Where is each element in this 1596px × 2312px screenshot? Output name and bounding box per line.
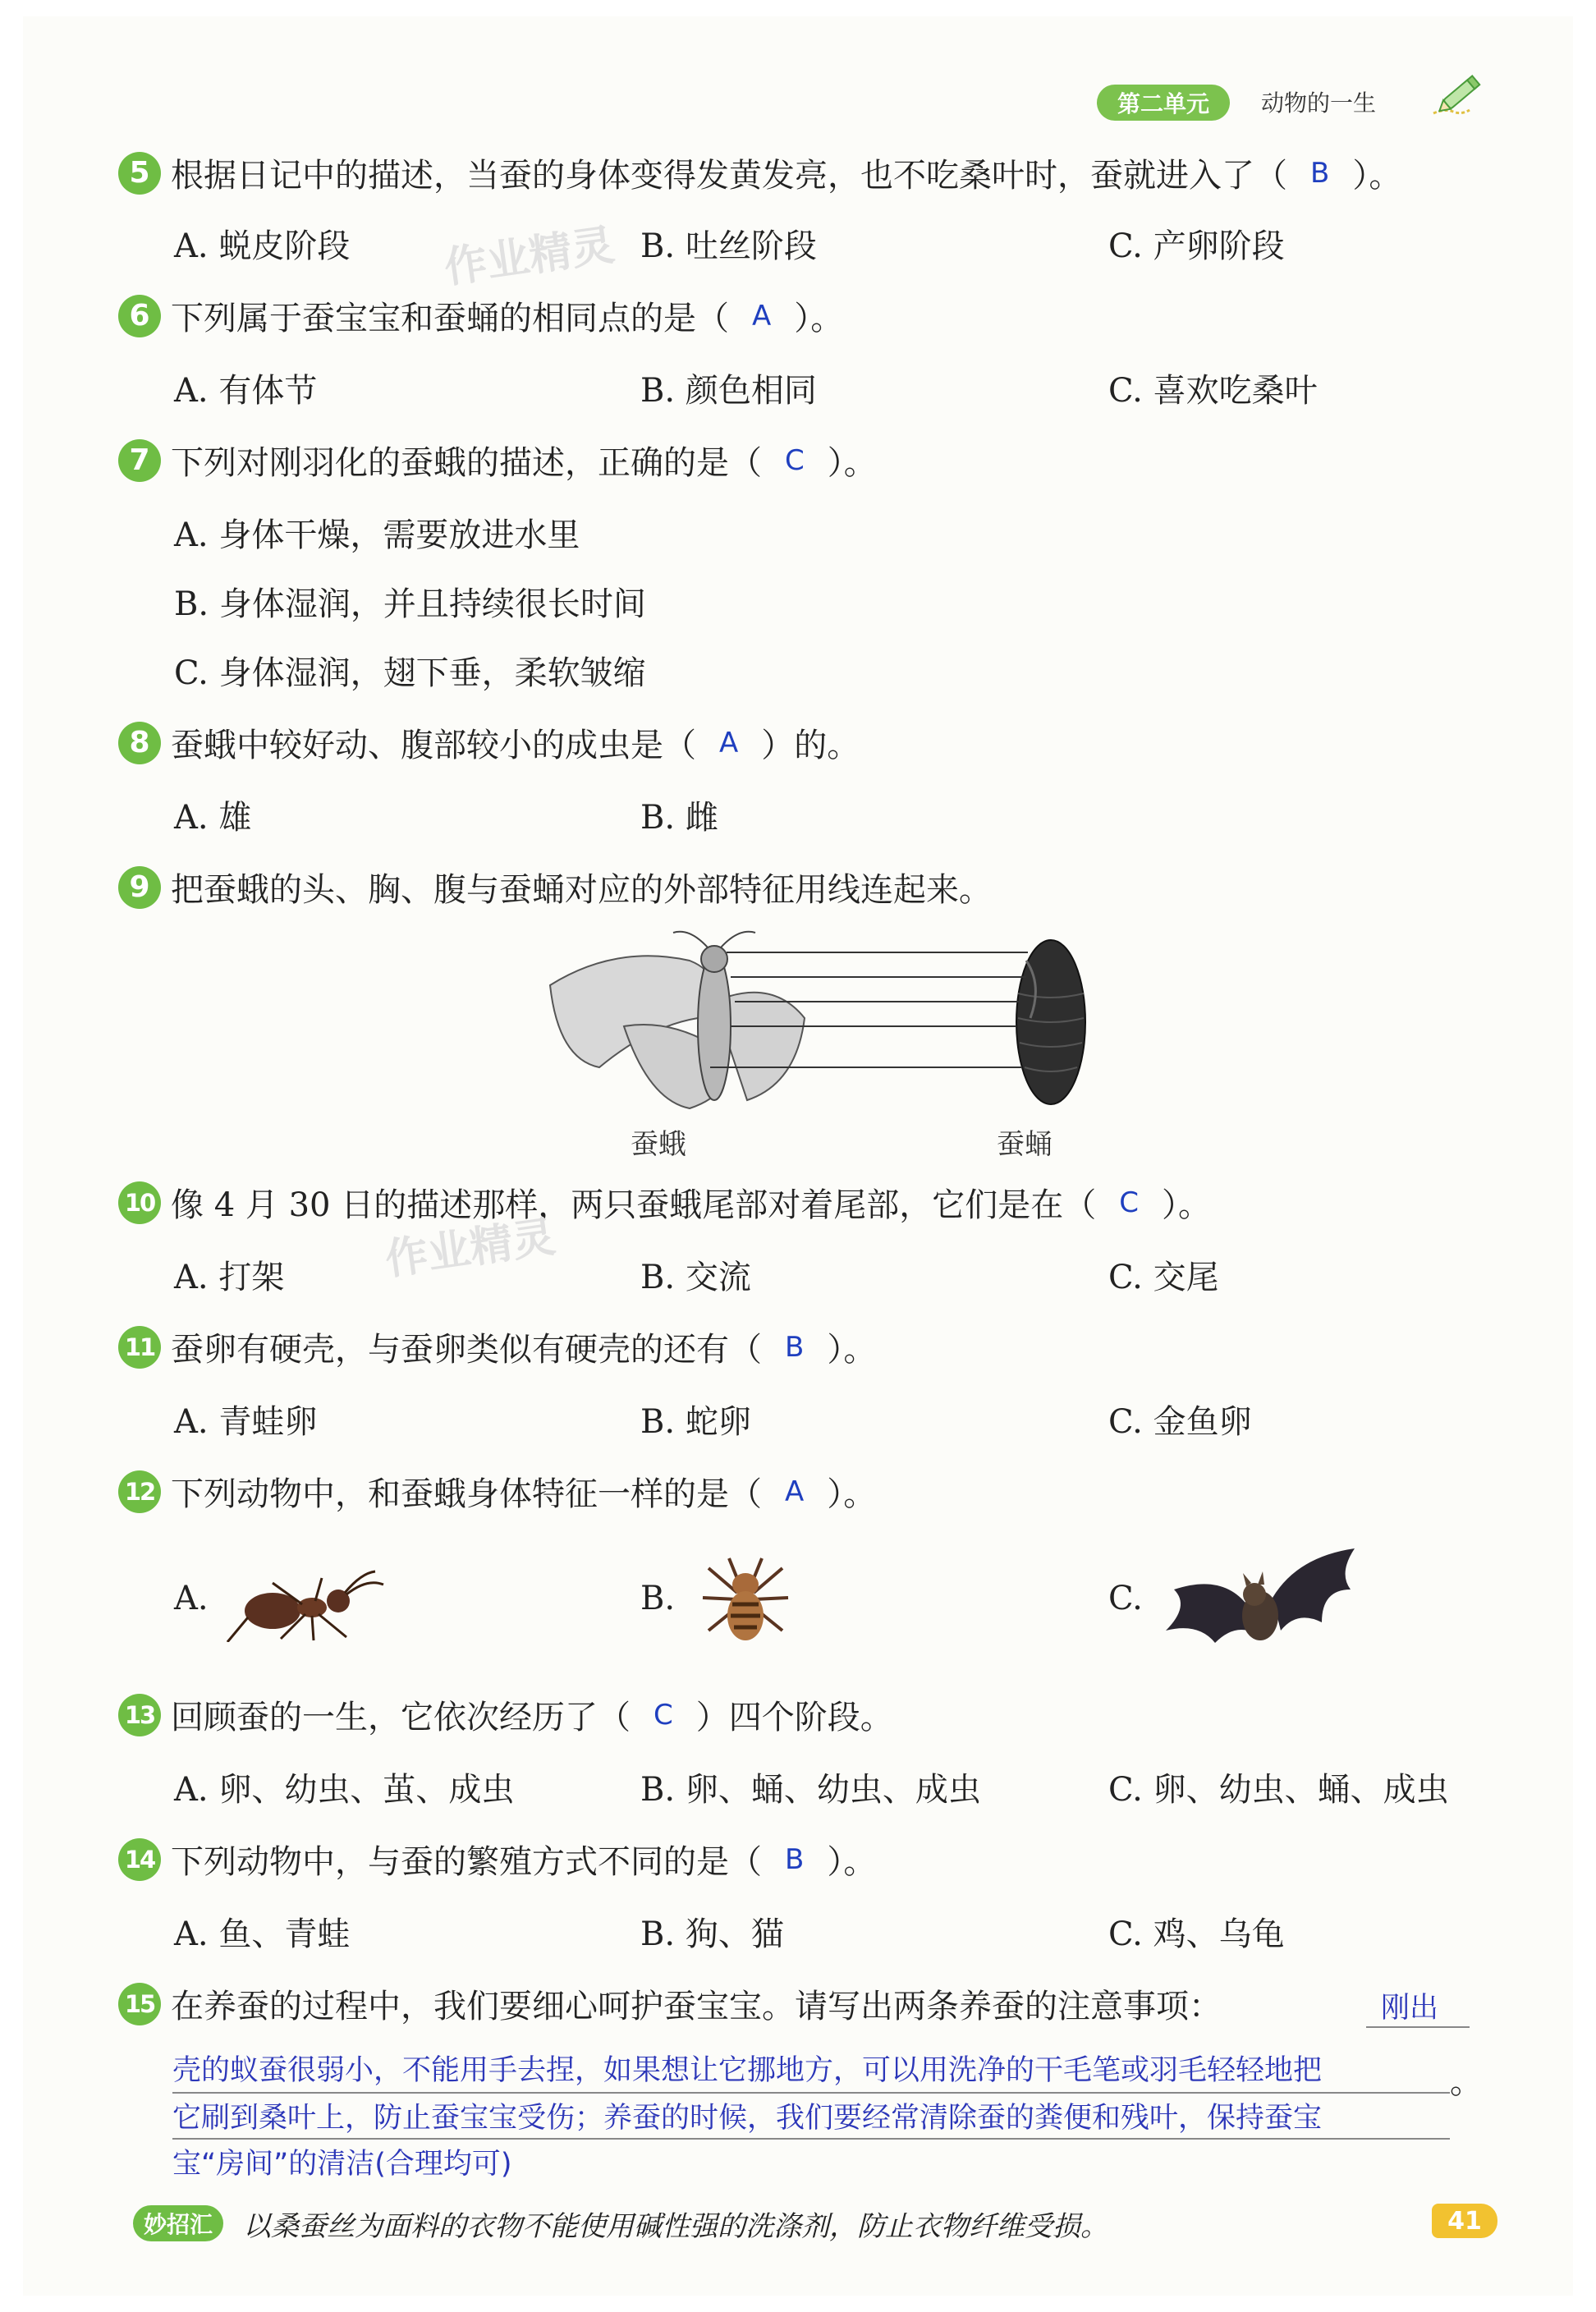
- option-b: B. 卵、蛹、幼虫、成虫: [640, 1771, 981, 1809]
- option-b: B. 雌: [640, 799, 718, 837]
- option-a: A. 雄: [174, 799, 252, 837]
- answer-mark: A: [719, 726, 739, 759]
- answer-underline: [1366, 2026, 1470, 2028]
- option-c: C.: [1108, 1580, 1143, 1617]
- question-13: [118, 1691, 893, 1738]
- question-stem: 蚕蛾中较好动、腹部较小的成虫是（: [171, 727, 696, 764]
- option-a: A. 有体节: [174, 372, 318, 410]
- answer-mark: C: [1119, 1186, 1139, 1219]
- moth-pupa-figure: [525, 928, 1100, 1125]
- watermark: 作业精灵: [441, 220, 617, 294]
- question-stem: 下列动物中，和蚕蛾身体特征一样的是（: [171, 1475, 762, 1513]
- question-number: 10: [118, 1181, 161, 1224]
- option-a: A.: [174, 1580, 209, 1617]
- question-9: [118, 864, 992, 911]
- answer-mark: A: [752, 299, 772, 333]
- question-stem-end: ）。: [794, 300, 844, 337]
- question-12: [118, 1468, 876, 1515]
- question-stem-end: ）。: [827, 444, 877, 482]
- question-number: 6: [118, 295, 161, 337]
- question-number: 14: [118, 1838, 161, 1881]
- answer-mark: B: [785, 1842, 805, 1876]
- question-number: 5: [118, 152, 161, 195]
- option-a: A. 打架: [174, 1259, 285, 1296]
- question-stem: 根据日记中的描述，当蚕的身体变得发黄发亮，也不吃桑叶时，蚕就进入了（: [171, 157, 1287, 195]
- question-number: 13: [118, 1694, 161, 1736]
- option-a: A. 蜕皮阶段: [174, 227, 351, 265]
- pupa-illustration: [1016, 940, 1085, 1104]
- option-c: C. 鸡、乌龟: [1108, 1915, 1285, 1953]
- option-c: C. 产卵阶段: [1108, 227, 1285, 265]
- option-a: A. 身体干燥，需要放进水里: [174, 516, 580, 554]
- ant-icon: [223, 1560, 388, 1642]
- option-c: C. 交尾: [1108, 1259, 1219, 1296]
- option-a: A. 卵、幼虫、茧、成虫: [174, 1771, 515, 1809]
- bat-icon: [1158, 1540, 1363, 1663]
- option-b: B.: [640, 1580, 676, 1617]
- answer-mark: C: [785, 443, 805, 477]
- question-stem-end: ）。: [827, 1331, 877, 1369]
- unit-tab: 第二单元: [1097, 85, 1230, 121]
- question-number: 12: [118, 1470, 161, 1513]
- question-15: [118, 1980, 1222, 2027]
- answer-mark: C: [654, 1698, 673, 1732]
- answer-underline: [172, 2138, 1450, 2140]
- question-8: [118, 719, 860, 766]
- question-11: [118, 1323, 876, 1370]
- option-c: C. 身体湿润，翅下垂，柔软皱缩: [174, 654, 646, 692]
- question-number: 9: [118, 866, 161, 909]
- answer-mark: B: [1310, 156, 1330, 190]
- question-7: [118, 437, 877, 484]
- answer-line-2: 壳的蚁蚕很弱小，不能用手去捏，如果想让它挪地方，可以用洗净的干毛笔或羽毛轻轻地把: [172, 2054, 1323, 2087]
- caption-moth: 蚕蛾: [631, 1128, 686, 1161]
- question-stem-end: ）。: [827, 1843, 877, 1881]
- watermark: 作业精灵: [382, 1212, 558, 1286]
- answer-mark: B: [785, 1330, 805, 1364]
- option-c: C. 卵、幼虫、蛹、成虫: [1108, 1771, 1449, 1809]
- option-b: B. 蛇卵: [640, 1403, 751, 1441]
- option-b: B. 吐丝阶段: [640, 227, 817, 265]
- silkmoth-illustration: [550, 932, 805, 1108]
- question-6: [118, 292, 843, 339]
- pencil-icon: [1429, 69, 1488, 118]
- caption-pupa: 蚕蛹: [997, 1128, 1053, 1161]
- question-stem: 下列对刚羽化的蚕蛾的描述，正确的是（: [171, 444, 762, 482]
- question-stem-end: ）四个阶段。: [695, 1699, 893, 1736]
- option-b: B. 颜色相同: [640, 372, 817, 410]
- question-14: [118, 1836, 876, 1883]
- question-stem-end: ）。: [1161, 1186, 1211, 1224]
- unit-title: 动物的一生: [1261, 89, 1377, 117]
- question-stem: 把蚕蛾的头、胸、腹与蚕蛹对应的外部特征用线连起来。: [171, 871, 992, 909]
- question-stem: 下列动物中，与蚕的繁殖方式不同的是（: [171, 1843, 762, 1881]
- tip-text: 以桑蚕丝为面料的衣物不能使用碱性强的洗涤剂，防止衣物纤维受损。: [243, 2210, 1108, 2243]
- option-c: C. 金鱼卵: [1108, 1403, 1252, 1441]
- question-stem-end: ）的。: [761, 727, 860, 764]
- option-b: B. 狗、猫: [640, 1915, 784, 1953]
- option-b: B. 身体湿润，并且持续很长时间: [174, 585, 646, 623]
- spider-icon: [696, 1552, 795, 1650]
- question-stem: 在养蚕的过程中，我们要细心呵护蚕宝宝。请写出两条养蚕的注意事项：: [171, 1988, 1222, 2025]
- option-b: B. 交流: [640, 1259, 751, 1296]
- answer-underline: [172, 2092, 1450, 2094]
- option-a: A. 青蛙卵: [174, 1403, 318, 1441]
- tip-badge: 妙招汇: [133, 2205, 223, 2241]
- answer-mark: A: [785, 1475, 805, 1508]
- answer-line-1: 刚出: [1381, 1992, 1439, 2025]
- question-number: 7: [118, 439, 161, 482]
- question-stem-end: ）。: [827, 1475, 877, 1513]
- question-stem: 下列属于蚕宝宝和蚕蛹的相同点的是（: [171, 300, 729, 337]
- question-stem-end: ）。: [1352, 157, 1402, 195]
- question-number: 11: [118, 1326, 161, 1369]
- option-c: C. 喜欢吃桑叶: [1108, 372, 1318, 410]
- answer-line-3: 它刷到桑叶上，防止蚕宝宝受伤；养蚕的时候，我们要经常清除蚕的粪便和残叶，保持蚕宝: [172, 2102, 1323, 2135]
- question-number: 15: [118, 1983, 161, 2025]
- answer-line-4: 宝“房间”的清洁(合理均可): [172, 2148, 512, 2181]
- question-5: [118, 149, 1401, 196]
- option-a: A. 鱼、青蛙: [174, 1915, 351, 1953]
- answer-end-mark: 。: [1450, 2063, 1483, 2101]
- question-stem: 像 4 月 30 日的描述那样，两只蚕蛾尾部对着尾部，它们是在（: [171, 1186, 1097, 1224]
- question-number: 8: [118, 722, 161, 764]
- question-stem: 蚕卵有硬壳，与蚕卵类似有硬壳的还有（: [171, 1331, 762, 1369]
- page-number: 41: [1432, 2204, 1497, 2238]
- question-10: [118, 1179, 1211, 1226]
- question-stem: 回顾蚕的一生，它依次经历了（: [171, 1699, 631, 1736]
